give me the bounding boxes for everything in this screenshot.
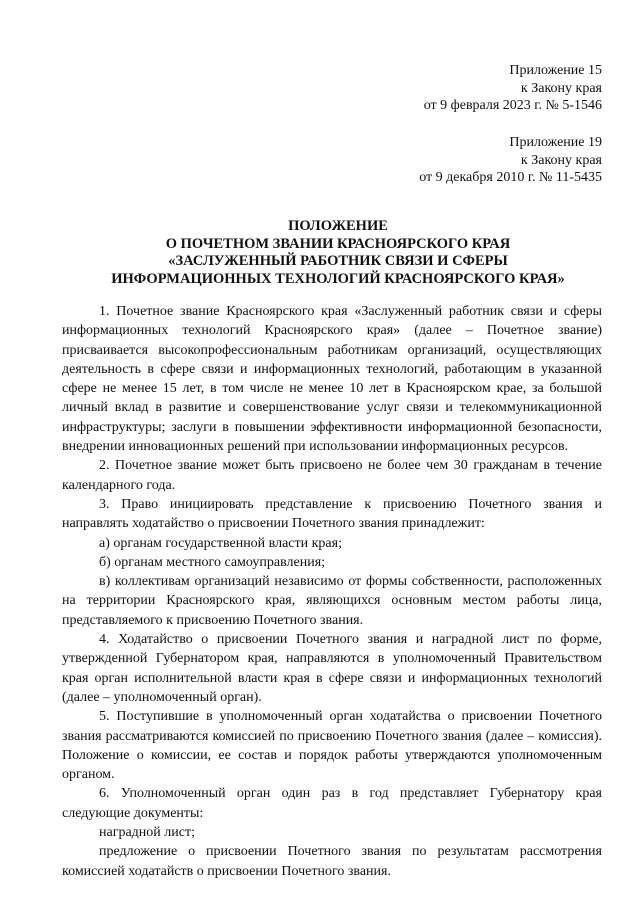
- paragraph-1: 1. Почетное звание Красноярского края «Заслуженный работник связи и сферы информационных технологий Красноярского края» (далее – Почетное звание) присваивается высокопрофессиональным работникам организаций, осуществляющих деятельность в сфере связи и информационных технологий, работающим в указанной сфере не менее 15 лет, в том числе не менее 10 лет в Красноярском крае, за большой личный вклад в развитие и совершенствование услуг связи и телекоммуникационной инфраструктуры; заслуги в повышении эффективности информационной безопасности, внедрении инновационных решений при использовании информационных ресурсов.: [62, 304, 602, 455]
- paragraph-2: 2. Почетное звание может быть присвоено не более чем 30 гражданам в течение календарного года.: [62, 458, 602, 493]
- document-item-proposal: предложение о присвоении Почетного звания по результатам рассмотрения комиссией ходатайств о присвоении Почетного звания.: [62, 844, 602, 879]
- appendix-law-ref: к Закону края: [520, 152, 602, 168]
- appendix-law-date: от 9 декабря 2010 г. № 11-5435: [419, 170, 602, 185]
- appendix-number: Приложение 19: [509, 135, 602, 150]
- document-title: [40, 218, 635, 288]
- paragraph-3: 3. Право инициировать представление к присвоению Почетного звания и направлять ходатайство о присвоении Почетного звания принадлежит:: [62, 496, 602, 532]
- title-line: ИНФОРМАЦИОННЫХ ТЕХНОЛОГИЙ КРАСНОЯРСКОГО КРАЯ»: [111, 270, 565, 287]
- paragraph-6: 6. Уполномоченный орган один раз в год представляет Губернатору края следующие документы:: [62, 786, 602, 821]
- title-line: «ЗАСЛУЖЕННЫЙ РАБОТНИК СВЯЗИ И СФЕРЫ: [168, 253, 508, 269]
- title-line: О ПОЧЕТНОМ ЗВАНИИ КРАСНОЯРСКОГО КРАЯ: [165, 235, 511, 252]
- appendix-number: Приложение 15: [509, 63, 602, 78]
- paragraph-4: 4. Ходатайство о присвоении Почетного звания и наградной лист по форме, утвержденной Губернатором края, направляются в уполномоченный Правительством края орган исполнительной власти края в сфере связи и информационных технологий (далее – уполномоченный орган).: [62, 632, 602, 705]
- title-line: ПОЛОЖЕНИЕ: [288, 218, 388, 234]
- paragraph-5: 5. Поступившие в уполномоченный орган ходатайства о присвоении Почетного звания рассматриваются комиссией по присвоению Почетного звания (далее – комиссия). Положение о комиссии, ее состав и порядок работы утверждаются уполномоченным органом.: [62, 709, 602, 783]
- appendix-law-date: от 9 февраля 2023 г. № 5-1546: [423, 98, 602, 113]
- appendix-reference-original: [419, 134, 602, 187]
- list-item-c: в) коллективам организаций независимо от формы собственности, расположенных на территории Красноярского края, являющихся основным местом работы лица, представляемого к присвоению Почетного звания.: [62, 574, 602, 628]
- appendix-law-ref: к Закону края: [520, 80, 602, 96]
- document-item-award-sheet: наградной лист;: [99, 825, 195, 841]
- appendix-reference-current: [424, 62, 602, 115]
- document-body: [62, 302, 602, 881]
- list-item-a: а) органам государственной власти края;: [99, 535, 342, 551]
- list-item-b: б) органам местного самоуправления;: [99, 554, 326, 570]
